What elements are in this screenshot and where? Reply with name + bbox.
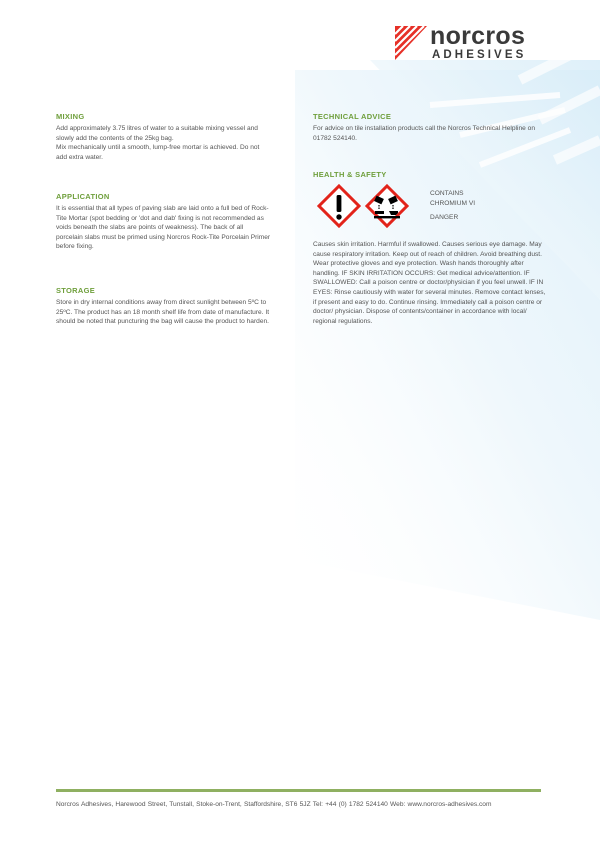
mixing-heading: MIXING [56,112,85,121]
hazard-text: Causes skin irritation. Harmful if swallowed. Causes serious eye damage. May cause respiratory irritation. Keep out of reach of children. Avoid breathing dust. Wear protective gloves and eye protection. Wash hands thoroughly after handling. IF SKIN IRRITATION OCCURS: Get medical advice/attention. IF SWALLOWED: Call a poison centre or doctor/physician if you feel unwell. IF IN EYES: Rinse cautiously with water for several minutes. Remove contact lenses, if present and easy to do. Continue rinsing. Immediately call a poison centre or doctor/ physician. Dispose of contents/container in accordance with local/ regional regulations. [313,241,546,325]
logo-stripes-icon [395,26,427,60]
mixing-text-2: Mix mechanically until a smooth, lump-free mortar is achieved. Do not add extra water. [56,144,260,161]
footer-divider [56,789,541,792]
storage-heading: STORAGE [56,286,96,295]
health-safety-section [313,170,548,182]
application-heading: APPLICATION [56,192,110,201]
technical-advice-text: For advice on tile installation products call the Norcros Technical Helpline on 01782 524140. [313,125,535,142]
footer-contact: Norcros Adhesives, Harewood Street, Tunstall, Stoke-on-Trent, Staffordshire, ST6 5JZ Tel: +44 (0) 1782 524140 Web: www.norcros-adhesives.com [56,801,492,808]
storage-text: Store in dry internal conditions away from direct sunlight between 5ºC to 25ºC. The product has an 18 month shelf life from date of manufacture. It should be noted that puncturing the bag will cause the product to harden. [56,299,270,326]
chromium-label: CHROMIUM VI [430,200,476,207]
health-safety-heading: HEALTH & SAFETY [313,170,387,179]
corrosion-hazard-icon [365,184,409,228]
mixing-text-1: Add approximately 3.75 litres of water to a suitable mixing vessel and slowly add the contents of the 25kg bag. [56,125,258,142]
hazard-pictograms [313,184,553,234]
application-section [56,192,271,252]
danger-signal-word: DANGER [430,214,459,221]
technical-advice-section [313,112,548,143]
storage-section [56,286,271,327]
contains-label: CONTAINS CHROMIUM VI [430,190,476,207]
technical-advice-heading: TECHNICAL ADVICE [313,112,392,121]
exclamation-hazard-icon [317,184,361,228]
mixing-section [56,112,271,162]
norcros-logo [395,24,535,64]
application-text: It is essential that all types of paving slab are laid onto a full bed of Rock-Tite Mortar (spot bedding or 'dot and dab' fixing is not recommended as voids beneath the slabs are points of weakness). The back of all porcelain slabs must be primed using Norcros Rock-Tite Porcelain Primer before fixing. [56,205,271,251]
hazard-statements [313,240,548,326]
logo-subtitle: ADHESIVES [432,49,527,61]
logo-wordmark: norcros [430,22,526,50]
